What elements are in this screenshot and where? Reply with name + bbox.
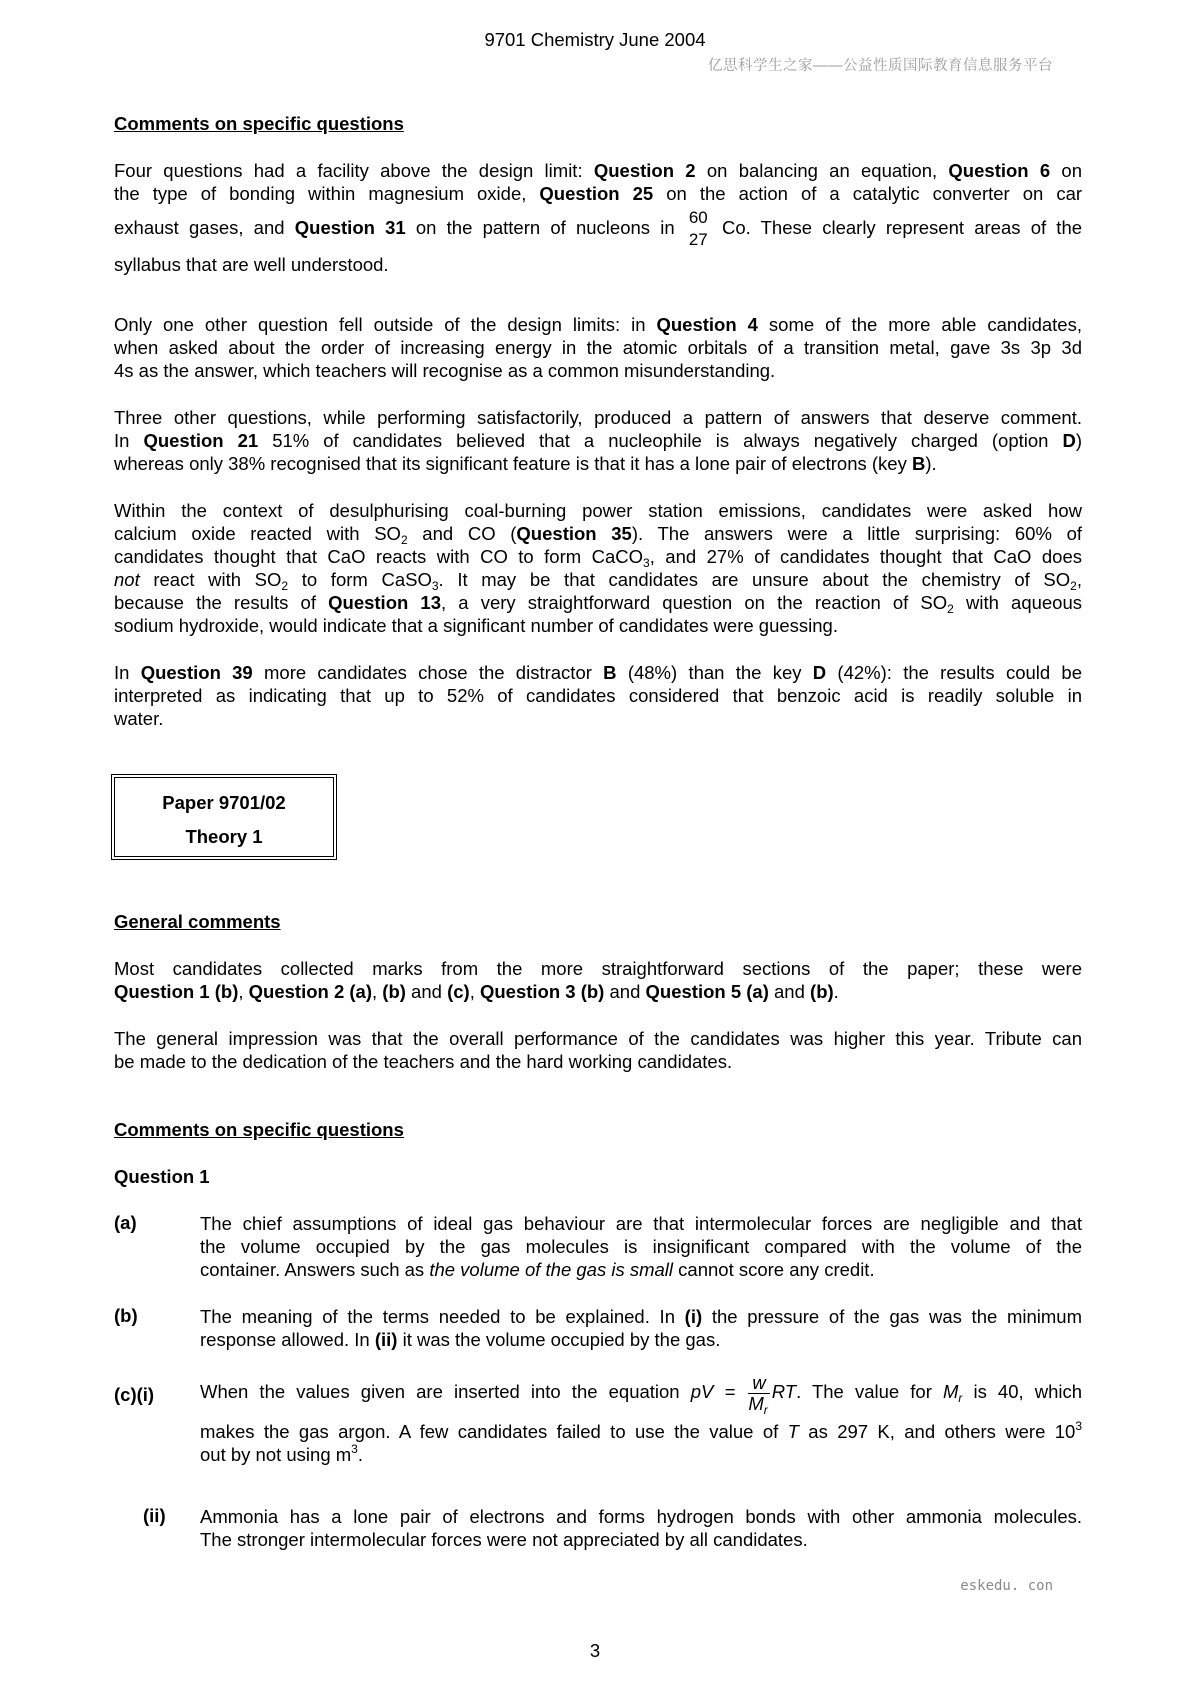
section-heading-specific-2: Comments on specific questions	[114, 1119, 404, 1140]
paragraph-nucleophile: Three other questions, while performing satisfactorily, produced a pattern of answers that deserve comment. In Question 21 51% of candidates believed that a nucleophile is always negatively charged (option D) whereas only 38% recognised that its significant feature is that it has a lone pair of electrons (key B).	[114, 407, 1082, 474]
footer-site-watermark: eskedu. con	[960, 1578, 1053, 1594]
section-heading-general: General comments	[114, 911, 281, 932]
part-ci-text: When the values given are inserted into the equation pV = $\frac{w}{M_r}$ RT. The value for $M_r$ is 40, which makes the gas argon. A few candidates failed to use the value of T as 297 K, and others were $10^3$ out by not using $m^3$.	[200, 1371, 1083, 1465]
part-cii-label: (ii)	[143, 1505, 166, 1526]
part-a-label: (a)	[114, 1212, 137, 1233]
paper-title-box	[111, 774, 337, 860]
paragraph-design-limits: Only one other question fell outside of the design limits: in Question 4 some of the more able candidates, when asked about the order of increasing energy in the atomic orbitals of a transition metal, gave 3s 3p 3d 4s as the answer, which teachers will recognise as a common misunderstanding.	[114, 314, 1082, 381]
part-b-label: (b)	[114, 1305, 138, 1326]
page-number: 3	[589, 1640, 601, 1661]
section-heading-specific: Comments on specific questions	[114, 113, 404, 134]
paragraph-general-marks: Most candidates collected marks from the more straightforward sections of the paper; these were Question 1 (b), Question 2 (a), (b) and (c), Question 3 (b) and Question 5 (a) and (b).	[114, 958, 1082, 1002]
paragraph-desulphurising: Within the context of desulphurising coal-burning power station emissions, candidates were asked how calcium oxide reacted with $SO_2$ and CO (Question 35). The answers were a little surprising: 60% of candidates thought that CaO reacts with CO to form CaCO$_3$, and 27% of candidates thought that CaO does not react with $SO_2$ to form CaSO$_3$. It may be that candidates are unsure about the chemistry of $SO_2$, because the results of Question 13, a very straightforward question on the reaction of $SO_2$ with aqueous sodium hydroxide, would indicate that a significant number of candidates were guessing.	[114, 500, 1083, 636]
header-watermark: 亿思科学生之家——公益性质国际教育信息服务平台	[708, 58, 1053, 74]
part-ci-label: (c)(i)	[114, 1384, 155, 1405]
paragraph-general-impression: The general impression was that the overall performance of the candidates was higher this year. Tribute can be made to the dedication of the teachers and the hard working candidates.	[114, 1028, 1082, 1072]
part-a-text: The chief assumptions of ideal gas behaviour are that intermolecular forces are negligible and that the volume occupied by the gas molecules is insignificant compared with the volume of the container. Answers such as the volume of the gas is small cannot score any credit.	[200, 1213, 1082, 1280]
paper-subtitle: Theory 1	[185, 826, 263, 847]
part-b-text: The meaning of the terms needed to be explained. In (i) the pressure of the gas was the minimum response allowed. In (ii) it was the volume occupied by the gas.	[200, 1306, 1082, 1350]
cobalt-nuclide-notation: 60 27	[688, 208, 708, 249]
paragraph-benzoic-acid: In Question 39 more candidates chose the distractor B (48%) than the key D (42%): the results could be interpreted as indicating that up to 52% of candidates considered that benzoic acid is readily soluble in water.	[114, 662, 1083, 729]
page-header-title: 9701 Chemistry June 2004	[484, 29, 706, 50]
ideal-gas-equation: pV = $\frac{w}{M_r}$ RT	[690, 1371, 797, 1417]
question-1-title: Question 1	[114, 1166, 210, 1187]
paper-code: Paper 9701/02	[162, 792, 286, 813]
paragraph-facility: Four questions had a facility above the design limit: Question 2 on balancing an equation, Question 6 on the type of bonding within magnesium oxide, Question 25 on the action of a catalytic converter on car exhaust gases, and Question 31 on the pattern of nucleons in 60 27 Co. These clearly represent areas of the syllabus that are well understood.	[114, 160, 1083, 275]
part-cii-text: Ammonia has a lone pair of electrons and forms hydrogen bonds with other ammonia molecules. The stronger intermolecular forces were not appreciated by all candidates.	[200, 1506, 1082, 1550]
